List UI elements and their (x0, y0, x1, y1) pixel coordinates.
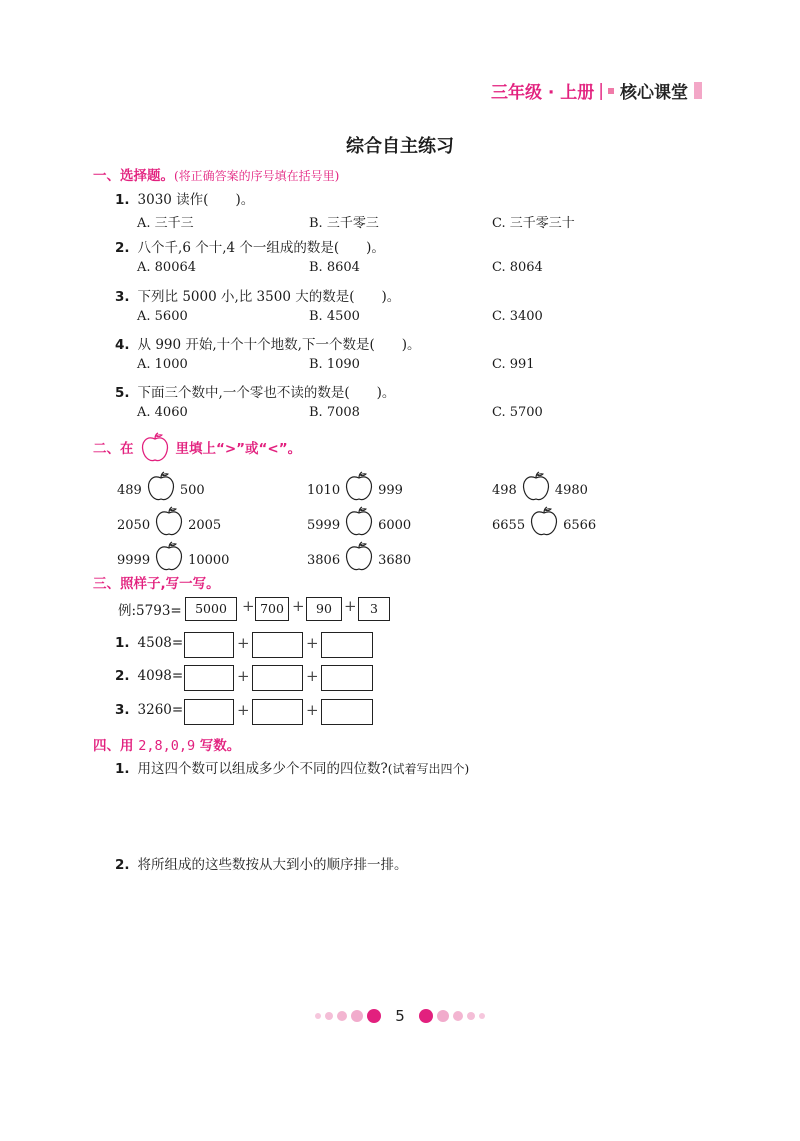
question-3 (115, 285, 400, 305)
answer-box[interactable] (321, 699, 373, 725)
question-text: 下面三个数中,一个零也不读的数是( )。 (137, 385, 396, 401)
question-text: 用这四个数可以组成多少个不同的四位数? (137, 761, 388, 777)
section2-heading (93, 431, 301, 463)
option-b: B. 8604 (309, 260, 360, 275)
left-number: 2050 (117, 518, 151, 533)
option-c: C. 8064 (492, 260, 543, 275)
answer-box[interactable] (321, 632, 373, 658)
left-number: 6655 (492, 518, 526, 533)
dot-icon (367, 1009, 381, 1023)
question-number: 4. (115, 337, 130, 353)
item-expression: 4508= (137, 635, 184, 651)
page-footer (0, 1007, 800, 1025)
grade-label: 三年级 · 上册 (490, 83, 595, 103)
left-number: 489 (117, 483, 142, 498)
decomposition-item-3 (115, 702, 183, 718)
question-text: 八个千,6 个十,4 个一组成的数是( )。 (137, 240, 385, 256)
comparison-item (307, 470, 403, 502)
comparison-item (117, 540, 229, 572)
option-c: C. 3400 (492, 309, 543, 324)
plus-sign: + (306, 701, 319, 719)
question-number: 5. (115, 385, 130, 401)
question-5 (115, 381, 395, 401)
option-a: A. 1000 (137, 357, 188, 372)
option-c: C. 三千零三十 (492, 216, 575, 231)
comparison-item (117, 505, 221, 537)
question-text: 3030 读作( )。 (137, 192, 255, 208)
option-a: A. 三千三 (137, 216, 194, 231)
item-expression: 3260= (137, 702, 184, 718)
right-number: 6566 (563, 518, 597, 533)
comparison-item (117, 470, 205, 502)
section4-title-pre: 四、用 (93, 738, 139, 754)
dot-icon (437, 1010, 449, 1022)
apple-icon[interactable] (146, 470, 176, 502)
answer-box[interactable] (252, 699, 303, 725)
right-number: 999 (378, 483, 403, 498)
dot-icon (337, 1011, 347, 1021)
option-c: C. 5700 (492, 405, 543, 420)
answer-box[interactable] (252, 632, 303, 658)
section4-digits: 2,8,0,9 (138, 738, 196, 754)
decomposition-item-1 (115, 635, 183, 651)
page-header (491, 78, 702, 103)
item-number: 2. (115, 668, 130, 684)
example-label: 例:5793= (118, 603, 182, 619)
question-text: 从 990 开始,十个十个地数,下一个数是( )。 (137, 337, 421, 353)
header-separator: | (598, 80, 604, 101)
bar-icon (694, 82, 702, 99)
section1-note: (将正确答案的序号填在括号里) (174, 169, 340, 183)
apple-icon[interactable] (154, 505, 184, 537)
question-4 (115, 333, 421, 353)
question-number: 2. (115, 240, 130, 256)
question-number: 1. (115, 192, 130, 208)
decomposition-item-2 (115, 668, 183, 684)
dot-icon (479, 1013, 485, 1019)
brand-label: 核心课堂 (620, 83, 688, 103)
plus-sign: + (292, 597, 305, 615)
plus-sign: + (237, 701, 250, 719)
question-2 (115, 236, 385, 256)
dot-icon (467, 1012, 475, 1020)
section4-title-post: 写数。 (195, 738, 241, 754)
page-number: 5 (395, 1007, 405, 1025)
square-icon (608, 88, 614, 94)
option-c: C. 991 (492, 357, 535, 372)
apple-icon[interactable] (344, 505, 374, 537)
right-number: 10000 (188, 553, 230, 568)
plus-sign: + (306, 667, 319, 685)
comparison-item (492, 505, 596, 537)
option-b: B. 4500 (309, 309, 360, 324)
left-number: 5999 (307, 518, 341, 533)
section4-question2 (115, 853, 408, 873)
page-title: 综合自主练习 (346, 136, 454, 157)
apple-icon[interactable] (154, 540, 184, 572)
section2-title-post: 里填上“>”或“<”。 (175, 441, 302, 457)
left-number: 1010 (307, 483, 341, 498)
dot-icon (419, 1009, 433, 1023)
answer-box[interactable] (184, 699, 234, 725)
apple-icon[interactable] (344, 470, 374, 502)
answer-box[interactable] (184, 665, 234, 691)
section2-title-pre: 二、在 (93, 441, 134, 457)
left-number: 498 (492, 483, 517, 498)
item-number: 1. (115, 635, 130, 651)
apple-icon[interactable] (529, 505, 559, 537)
right-number: 2005 (188, 518, 222, 533)
plus-sign: + (237, 667, 250, 685)
dot-icon (351, 1010, 363, 1022)
section3-heading: 三、照样子,写一写。 (93, 576, 220, 592)
dot-icon (325, 1012, 333, 1020)
question-text: 将所组成的这些数按从大到小的顺序排一排。 (137, 857, 408, 873)
option-a: A. 5600 (137, 309, 188, 324)
plus-sign: + (306, 634, 319, 652)
question-number: 1. (115, 761, 130, 777)
question-note: (试着写出四个) (387, 762, 470, 776)
option-a: A. 4060 (137, 405, 188, 420)
option-b: B. 7008 (309, 405, 360, 420)
left-number: 9999 (117, 553, 151, 568)
right-number: 500 (179, 483, 205, 498)
answer-box[interactable] (321, 665, 373, 691)
left-number: 3806 (307, 553, 341, 568)
plus-sign: + (237, 634, 250, 652)
question-1 (115, 188, 254, 208)
comparison-item (492, 470, 588, 502)
section1-title: 一、选择题。 (93, 168, 174, 184)
section4-heading (93, 734, 240, 754)
question-number: 2. (115, 857, 130, 873)
option-a: A. 80064 (137, 260, 197, 275)
item-number: 3. (115, 702, 130, 718)
question-number: 3. (115, 289, 130, 305)
dot-icon (453, 1011, 463, 1021)
right-number: 6000 (378, 518, 412, 533)
apple-icon[interactable] (521, 470, 551, 502)
option-b: B. 1090 (309, 357, 360, 372)
example-box: 3 (358, 597, 390, 621)
section4-question1 (115, 757, 469, 777)
answer-box[interactable] (184, 632, 234, 658)
example-box: 5000 (185, 597, 237, 621)
example-box: 700 (255, 597, 289, 621)
item-expression: 4098= (137, 668, 184, 684)
option-b: B. 三千零三 (309, 216, 379, 231)
comparison-item (307, 540, 411, 572)
plus-sign: + (344, 597, 357, 615)
comparison-item (307, 505, 411, 537)
plus-sign: + (242, 597, 255, 615)
apple-icon (140, 431, 170, 463)
right-number: 4980 (554, 483, 588, 498)
dot-icon (315, 1013, 321, 1019)
section1-heading (93, 164, 339, 184)
example-box: 90 (306, 597, 342, 621)
answer-box[interactable] (252, 665, 303, 691)
right-number: 3680 (378, 553, 412, 568)
apple-icon[interactable] (344, 540, 374, 572)
question-text: 下列比 5000 小,比 3500 大的数是( )。 (137, 289, 401, 305)
